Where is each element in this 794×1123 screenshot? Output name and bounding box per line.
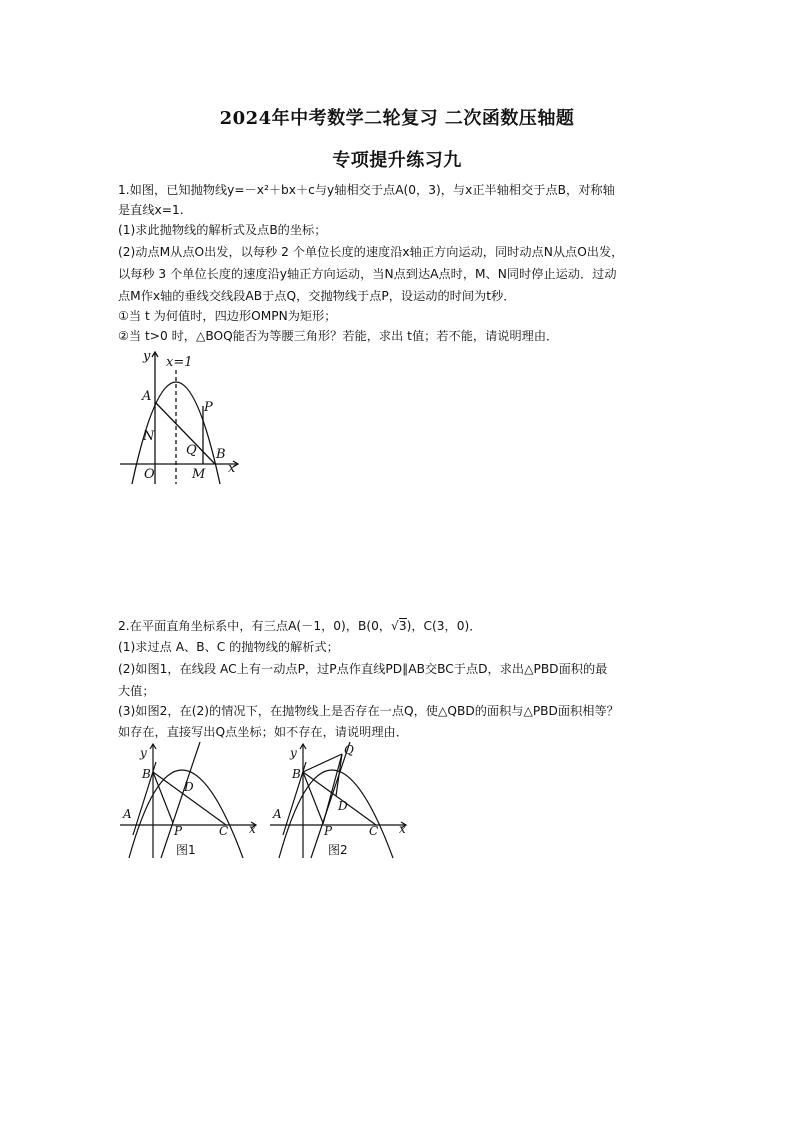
fig1-label-d: D <box>184 780 194 794</box>
line-pd <box>161 742 200 858</box>
label-x: x <box>228 461 236 476</box>
fig1-label-y: y <box>140 746 147 760</box>
problem2-line1-post: )，C(3，0)． <box>406 619 482 633</box>
problem1-line3: (1)求此抛物线的解析式及点B的坐标； <box>118 223 327 237</box>
problem2-line4: 大值； <box>118 684 155 698</box>
problem2-line3: (2)如图1，在线段 AC上有一动点P，过P点作直线PD∥AB交BC于点D，求出△PBD面积的最 <box>118 662 608 676</box>
fig2-label-p: P <box>324 824 333 838</box>
fig2-label-q: Q <box>344 743 354 757</box>
label-m: M <box>192 467 206 482</box>
fig1-label-x: x <box>249 822 256 836</box>
problem2-line2: (1)求过点 A、B、C 的抛物线的解析式； <box>118 640 339 654</box>
fig2-caption: 图2 <box>328 843 348 857</box>
problem1-line5: 以每秒 3 个单位长度的速度沿y轴正方向运动，当N点到达A点时，M、N同时停止运动．过动 <box>118 267 617 281</box>
problem2-line6: 如存在，直接写出Q点坐标；如不存在，请说明理由． <box>118 725 408 739</box>
fig2-label-a: A <box>273 807 282 821</box>
label-b: B <box>216 447 226 462</box>
problem2-line5: (3)如图2，在(2)的情况下，在抛物线上是否存在一点Q，使△QBD的面积与△PBD面积相等？ <box>118 704 619 718</box>
page-subtitle: 专项提升练习九 <box>332 150 462 171</box>
label-y: y <box>143 349 151 364</box>
fig2-label-x: x <box>399 822 406 836</box>
problem2-line1-pre: 2.在平面直角坐标系中，有三点A(－1，0)，B(0， <box>118 619 392 633</box>
problem1-line7: ①当 t 为何值时，四边形OMPN为矩形； <box>118 309 337 323</box>
fig1-label-a: A <box>123 807 132 821</box>
label-axis: x=1 <box>166 355 193 370</box>
problem1-line6: 点M作x轴的垂线交线段AB于点Q，交抛物线于点P，设运动的时间为t秒． <box>118 289 516 303</box>
problem1-figure <box>118 348 243 490</box>
fig1-caption: 图1 <box>176 843 196 857</box>
fig2-label-d: D <box>338 799 348 813</box>
line-bq <box>303 754 342 772</box>
label-p: P <box>204 400 213 415</box>
label-a: A <box>142 389 152 404</box>
problem2-figure1 <box>118 740 260 864</box>
sqrt-symbol: √ <box>391 619 399 633</box>
page-title: 2024年中考数学二轮复习 二次函数压轴题 <box>219 108 575 129</box>
label-o: O <box>144 467 155 482</box>
problem1-line2: 是直线x=1. <box>118 203 184 217</box>
problem2-line1 <box>118 617 481 634</box>
fig2-label-c: C <box>369 824 379 838</box>
fig2-label-b: B <box>292 767 301 781</box>
problem1-line4: (2)动点M从点O出发，以每秒 2 个单位长度的速度沿x轴正方向运动，同时动点N从点O出发， <box>118 245 624 259</box>
fig1-label-c: C <box>219 824 229 838</box>
label-n: N <box>143 429 155 444</box>
sqrt-radicand: 3 <box>398 619 407 633</box>
fig1-label-b: B <box>142 767 151 781</box>
fig1-label-p: P <box>174 824 183 838</box>
problem2-figure2 <box>268 740 410 864</box>
label-q: Q <box>186 443 197 458</box>
problem1-line1: 1.如图，已知抛物线y=－x²＋bx＋c与y轴相交于点A(0，3)，与x正半轴相交于点B，对称轴 <box>118 183 615 197</box>
problem1-line8: ②当 t>0 时，△BOQ能否为等腰三角形？若能，求出 t值；若不能，请说明理由． <box>118 329 559 343</box>
fig2-label-y: y <box>290 746 297 760</box>
